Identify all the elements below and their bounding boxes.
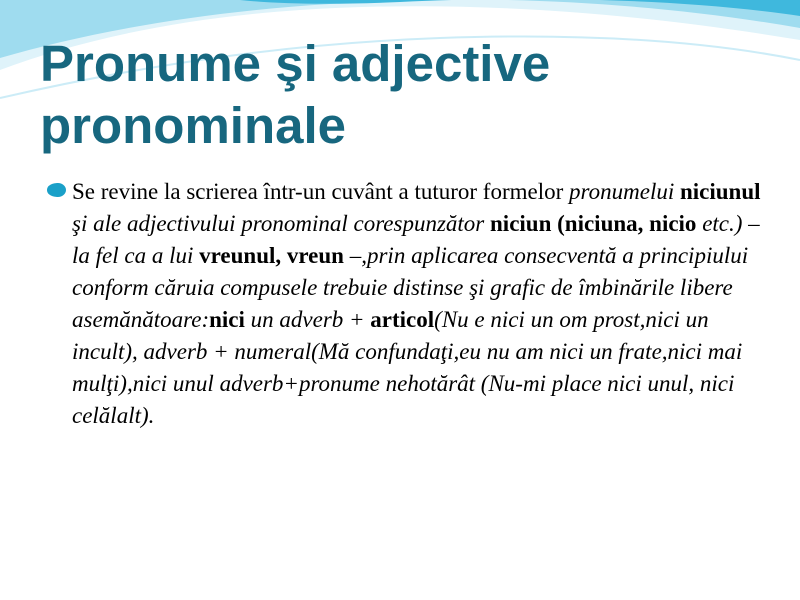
- bullet-shape: [47, 183, 66, 197]
- text-run-7: (Nu e nici un om prost,nici un incult), adverb + numeral(Mă confundaţi,eu nu am nici un frate,nici mai mulţi),nici unul adverb+pronume nehotărât (Nu-mi place nici unul, nici celălalt).: [72, 307, 743, 428]
- emphasis-articol: articol: [370, 307, 435, 332]
- slide-title-line-1: Pronume şi adjective: [40, 35, 551, 92]
- emphasis-vreunul: vreunul, vreun: [199, 243, 344, 268]
- slide-title: [40, 33, 780, 157]
- bullet-icon: [47, 183, 66, 197]
- emphasis-nici: nici: [209, 307, 245, 332]
- text-run-4: etc.) – la fel ca a lui: [72, 211, 760, 268]
- text-run-2: pronumelui: [569, 179, 680, 204]
- text-run-6: un adverb +: [244, 307, 371, 332]
- text-run-1: Se revine la scrierea într-un cuvânt a tuturor formelor: [72, 179, 564, 204]
- emphasis-niciunul: niciunul: [679, 179, 761, 204]
- text-run-5: –,prin aplicarea consecventă a principiului conform căruia compusele trebuie distinse şi grafic de îmbinările libere asemănătoare:: [72, 243, 749, 332]
- slide-title-line-2: pronominale: [40, 97, 347, 154]
- text-run-3: şi ale adjectivului pronominal corespunzător: [72, 211, 491, 236]
- bullet-paragraph: [72, 176, 772, 432]
- emphasis-niciun: niciun (niciuna, nicio: [490, 211, 697, 236]
